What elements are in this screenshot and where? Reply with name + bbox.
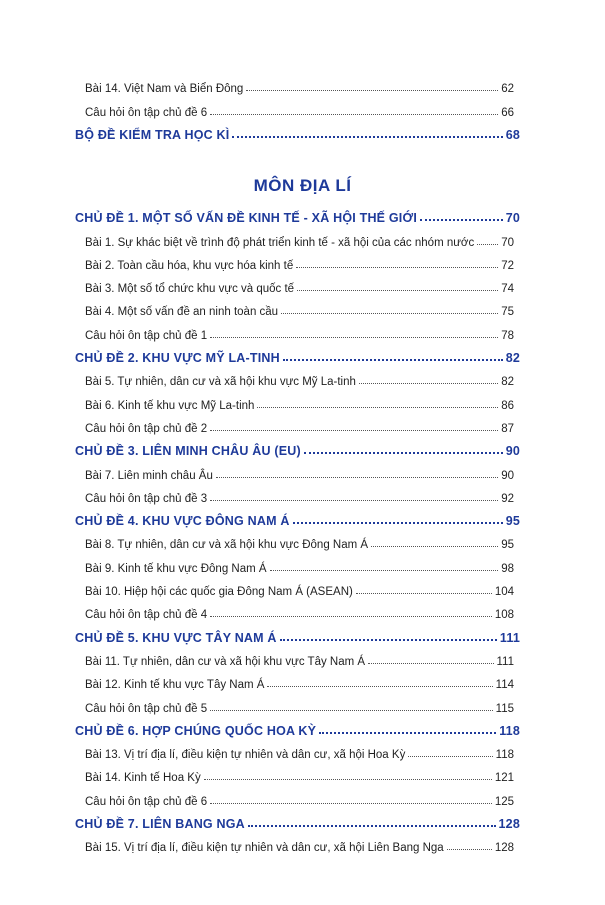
toc-heading[interactable]	[75, 435, 520, 458]
toc-page-number: 114	[495, 679, 514, 692]
dot-leader	[210, 710, 493, 711]
section-title: MÔN ĐỊA LÍ	[253, 176, 352, 195]
toc-page-number: 95	[501, 539, 514, 552]
toc-entry-label: Câu hỏi ôn tập chủ đề 3	[85, 492, 208, 505]
toc-entry-label: CHỦ ĐỀ 7. LIÊN BANG NGA	[75, 817, 245, 832]
toc-entry-label: Bài 6. Kinh tế khu vực Mỹ La-tinh	[85, 399, 255, 412]
toc-page-number: 118	[499, 723, 520, 738]
dot-leader	[368, 663, 493, 664]
toc-heading[interactable]	[75, 202, 520, 225]
toc-entry[interactable]	[75, 784, 520, 807]
toc-entry[interactable]	[75, 295, 520, 318]
toc-entry[interactable]	[75, 575, 520, 598]
dot-leader	[210, 616, 492, 617]
toc-heading[interactable]	[75, 505, 520, 528]
toc-entry[interactable]	[75, 645, 520, 668]
dot-leader	[356, 593, 492, 594]
toc-entry-label: Câu hỏi ôn tập chủ đề 1	[85, 329, 208, 342]
toc-page-number: 74	[501, 283, 514, 296]
dot-leader	[296, 267, 498, 268]
dot-leader	[232, 136, 502, 138]
toc-entry-label: CHỦ ĐỀ 6. HỢP CHÚNG QUỐC HOA KỲ	[75, 723, 317, 738]
dot-leader	[359, 383, 498, 384]
dot-leader	[216, 477, 498, 478]
dot-leader	[371, 546, 498, 547]
toc-page-number: 111	[496, 655, 514, 668]
toc-entry[interactable]	[75, 365, 520, 388]
toc-heading[interactable]	[75, 119, 520, 142]
toc-page-number: 90	[505, 444, 520, 459]
toc-entry-label: Bài 8. Tự nhiên, dân cư và xã hội khu vực Đông Nam Á	[85, 539, 369, 552]
toc-page-number: 115	[495, 702, 514, 715]
toc-entry-label: Bài 1. Sự khác biệt về trình độ phát triển kinh tế - xã hội của các nhóm nước	[85, 236, 475, 249]
toc-entry[interactable]	[75, 272, 520, 295]
dot-leader	[210, 500, 498, 501]
toc-entry-label: Câu hỏi ôn tập chủ đề 4	[85, 609, 208, 622]
toc-page-number: 108	[494, 609, 514, 622]
toc-geography-section	[75, 202, 520, 854]
toc-entry[interactable]	[75, 551, 520, 574]
toc-entry-label: Bài 7. Liên minh châu Âu	[85, 469, 213, 482]
toc-page-number: 62	[501, 83, 514, 96]
toc-heading[interactable]	[75, 342, 520, 365]
toc-page-number: 82	[505, 351, 520, 366]
toc-page-number: 68	[505, 127, 520, 142]
toc-entry-label: Bài 10. Hiệp hội các quốc gia Đông Nam Á (ASEAN)	[85, 586, 353, 599]
toc-entry-label: CHỦ ĐỀ 3. LIÊN MINH CHÂU ÂU (EU)	[75, 444, 301, 459]
toc-page-number: 75	[501, 306, 514, 319]
toc-page-number: 66	[501, 106, 514, 119]
toc-page-number: 72	[501, 259, 514, 272]
toc-page-number: 125	[494, 795, 514, 808]
toc-heading[interactable]	[75, 808, 520, 831]
toc-page-number: 104	[494, 586, 514, 599]
toc-entry-label: Câu hỏi ôn tập chủ đề 6	[85, 106, 208, 119]
toc-entry[interactable]	[75, 738, 520, 761]
toc-entry-label: Bài 2. Toàn cầu hóa, khu vực hóa kinh tế	[85, 259, 294, 272]
toc-entry-label: Bài 3. Một số tổ chức khu vực và quốc tế	[85, 283, 295, 296]
dot-leader	[248, 825, 496, 827]
dot-leader	[204, 779, 492, 780]
toc-entry[interactable]	[75, 598, 520, 621]
toc-heading[interactable]	[75, 621, 520, 644]
toc-entry[interactable]	[75, 388, 520, 411]
toc-page-number: 118	[495, 749, 514, 762]
dot-leader	[420, 219, 503, 221]
dot-leader	[477, 244, 498, 245]
toc-page-number: 87	[501, 422, 514, 435]
toc-entry-label: Bài 13. Vị trí địa lí, điều kiện tự nhiên và dân cư, xã hội Hoa Kỳ	[85, 749, 406, 762]
toc-entry-label: CHỦ ĐỀ 5. KHU VỰC TÂY NAM Á	[75, 630, 277, 645]
dot-leader	[267, 686, 492, 687]
toc-entry-label: CHỦ ĐỀ 2. KHU VỰC MỸ LA-TINH	[75, 351, 280, 366]
dot-leader	[246, 90, 498, 91]
toc-entry-label: CHỦ ĐỀ 4. KHU VỰC ĐÔNG NAM Á	[75, 514, 290, 529]
toc-page-number: 111	[499, 630, 520, 645]
toc-entry[interactable]	[75, 225, 520, 248]
toc-entry[interactable]	[75, 249, 520, 272]
toc-entry-label: Bài 5. Tự nhiên, dân cư và xã hội khu vực Mỹ La-tinh	[85, 376, 356, 389]
toc-entry-label: Câu hỏi ôn tập chủ đề 2	[85, 422, 208, 435]
toc-entry[interactable]	[75, 831, 520, 854]
dot-leader	[210, 114, 498, 115]
dot-leader	[293, 522, 503, 524]
dot-leader	[447, 849, 492, 850]
dot-leader	[270, 570, 499, 571]
toc-entry-label: Câu hỏi ôn tập chủ đề 5	[85, 702, 208, 715]
toc-entry-label: Bài 14. Kinh tế Hoa Kỳ	[85, 772, 201, 785]
dot-leader	[319, 732, 496, 734]
toc-page-number: 128	[494, 842, 514, 855]
toc-entry[interactable]	[75, 458, 520, 481]
dot-leader	[283, 359, 503, 361]
toc-entry[interactable]	[75, 412, 520, 435]
toc-entry[interactable]	[75, 318, 520, 341]
toc-page-number: 86	[501, 399, 514, 412]
toc-entry-label: BỘ ĐỀ KIỂM TRA HỌC KÌ	[75, 127, 230, 142]
toc-entry[interactable]	[75, 691, 520, 714]
toc-page-number: 78	[501, 329, 514, 342]
toc-page-number: 121	[494, 772, 514, 785]
toc-entry[interactable]	[75, 761, 520, 784]
dot-leader	[408, 756, 492, 757]
dot-leader	[210, 430, 498, 431]
toc-entry[interactable]	[75, 528, 520, 551]
toc-page-number: 95	[505, 514, 520, 529]
toc-entry-label: Bài 14. Việt Nam và Biển Đông	[85, 83, 244, 96]
toc-entry-label: Câu hỏi ôn tập chủ đề 6	[85, 795, 208, 808]
toc-page-number: 128	[498, 817, 520, 832]
dot-leader	[257, 407, 498, 408]
toc-page-number: 70	[501, 236, 514, 249]
dot-leader	[304, 452, 503, 454]
toc-entry[interactable]	[75, 72, 520, 95]
toc-entry-label: Bài 15. Vị trí địa lí, điều kiện tự nhiên và dân cư, xã hội Liên Bang Nga	[85, 842, 444, 855]
dot-leader	[297, 290, 498, 291]
toc-entry-label: Bài 9. Kinh tế khu vực Đông Nam Á	[85, 562, 267, 575]
toc-top-section	[75, 72, 520, 142]
toc-entry[interactable]	[75, 668, 520, 691]
dot-leader	[280, 639, 497, 641]
toc-page-number: 90	[501, 469, 514, 482]
toc-entry-label: Bài 4. Một số vấn đề an ninh toàn cầu	[85, 306, 279, 319]
toc-entry-label: Bài 11. Tự nhiên, dân cư và xã hội khu vực Tây Nam Á	[85, 655, 366, 668]
toc-page-number: 70	[505, 211, 520, 226]
toc-page-number: 92	[501, 492, 514, 505]
toc-heading[interactable]	[75, 715, 520, 738]
dot-leader	[210, 803, 492, 804]
toc-entry-label: CHỦ ĐỀ 1. MỘT SỐ VẤN ĐỀ KINH TẾ - XÃ HỘI THẾ GIỚI	[75, 211, 418, 226]
toc-entry[interactable]	[75, 95, 520, 118]
toc-entry[interactable]	[75, 482, 520, 505]
toc-page-number: 98	[501, 562, 514, 575]
dot-leader	[210, 337, 498, 338]
dot-leader	[281, 313, 498, 314]
toc-page-number: 82	[501, 376, 514, 389]
toc-entry-label: Bài 12. Kinh tế khu vực Tây Nam Á	[85, 679, 265, 692]
